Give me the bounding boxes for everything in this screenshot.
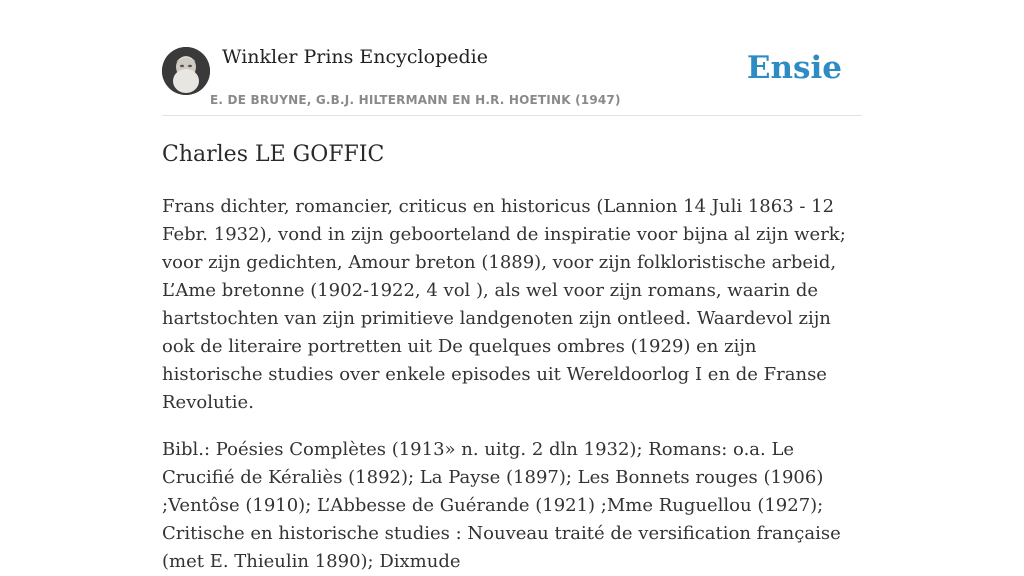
site-header (162, 0, 862, 116)
article-title: Charles LE GOFFIC (162, 142, 385, 167)
bibliography-paragraph: Bibl.: Poésies Complètes (1913» n. uitg. 2 dln 1932); Romans: o.a. Le Crucifié de Kéraliès (1892); La Payse (1897); Les Bonnets rouges (1906) ;Ventôse (1910); L’Abbesse de Guérande (1921) ;Mme Ruguellou (1927); Critische en historische studies : Nouveau traité de versification française (met E. Thieulin 1890); Dixmude (162, 439, 841, 572)
authors-line: E. DE BRUYNE, G.B.J. HILTERMANN EN H.R. HOETINK (1947) (210, 93, 621, 107)
portrait-icon (162, 47, 210, 95)
author-avatar[interactable] (162, 47, 210, 95)
site-title[interactable]: Winkler Prins Encyclopedie (222, 46, 488, 68)
page (162, 0, 862, 576)
article-paragraph: Frans dichter, romancier, criticus en historicus (Lannion 14 Juli 1863 - 12 Febr. 1932), vond in zijn geboorteland de inspiratie voor bijna al zijn werk; voor zijn gedichten, Amour breton (1889), voor zijn folkloristische arbeid, L’Ame bretonne (1902-1922, 4 vol ), als wel voor zijn romans, waarin de hartstochten van zijn primitieve landgenoten zijn ontleed. Waardevol zijn ook de literaire portretten uit De quelques ombres (1929) en zijn historische studies over enkele episodes uit Wereldoorlog I en de Franse Revolutie. (162, 196, 846, 413)
brand-logo[interactable]: Ensie (746, 50, 842, 86)
